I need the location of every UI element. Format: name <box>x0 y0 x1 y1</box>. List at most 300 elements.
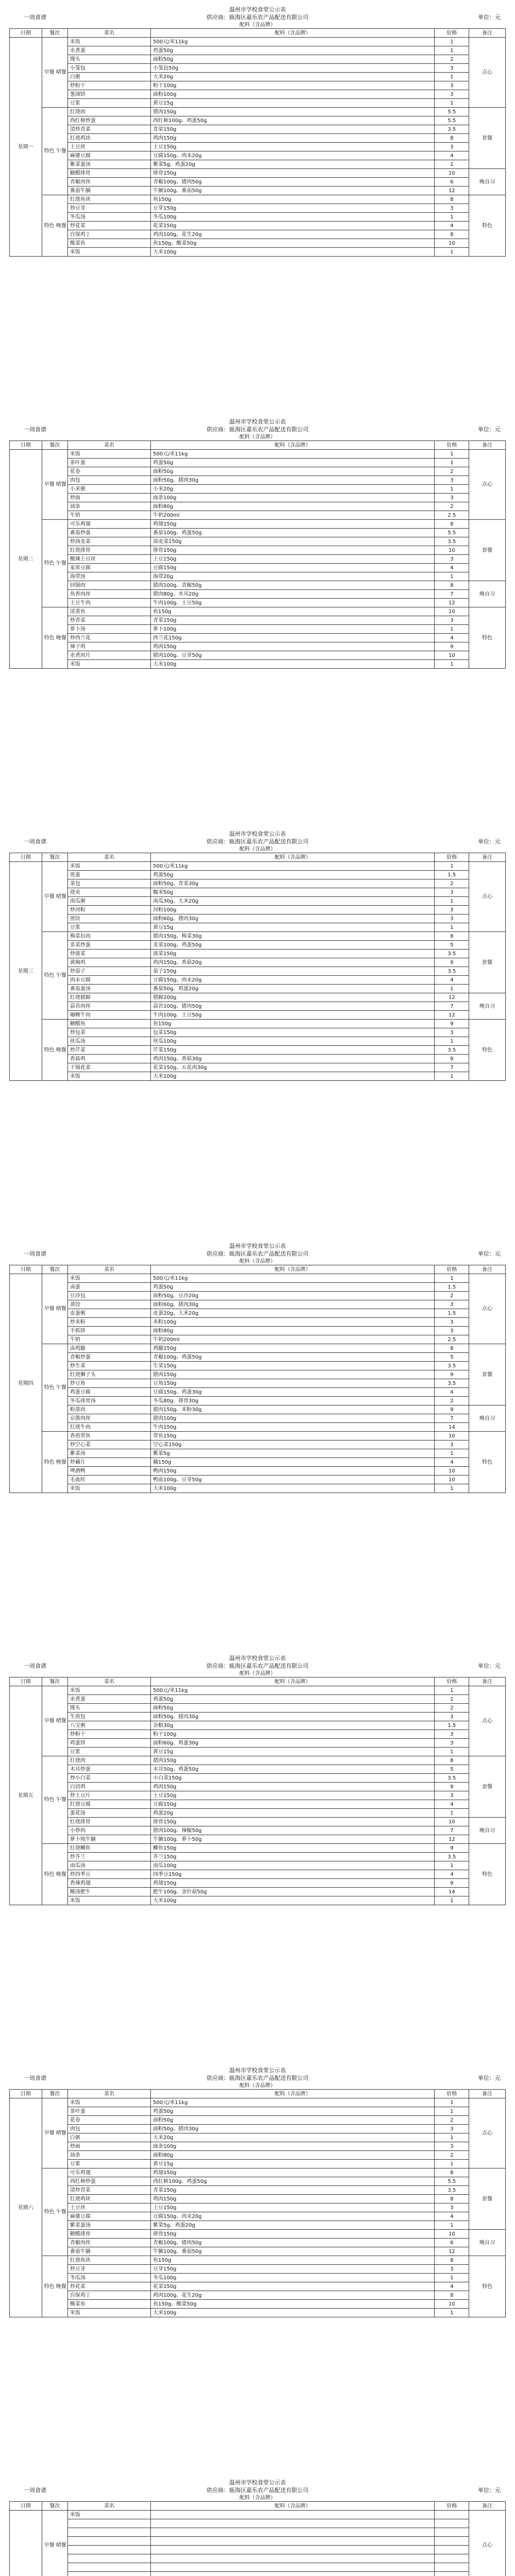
ingredient-cell: 豆角150g <box>151 1379 435 1388</box>
table-row <box>10 1774 506 1783</box>
table-row <box>10 2239 506 2247</box>
table-row <box>10 1440 506 1449</box>
ingredient-cell: 面粉50g、豆沙20g <box>151 1292 435 1300</box>
ingredient-cell: 糯米50g <box>151 888 435 897</box>
ingredient-cell: 面粉80g <box>151 1327 435 1335</box>
price-cell: 4 <box>435 1388 469 1397</box>
table-row <box>10 195 506 204</box>
supplier-line <box>9 838 506 846</box>
dish-cell <box>67 2519 150 2528</box>
dish-cell: 菜包 <box>67 879 150 888</box>
ingredient-cell: 萝卜100g <box>151 625 435 634</box>
dish-cell: 米饭 <box>67 248 150 257</box>
table-row <box>10 1072 506 1081</box>
price-cell: 12 <box>435 599 469 607</box>
dish-cell: 粉蒸肉 <box>67 1405 150 1414</box>
week-label: 一周食谱 <box>24 2075 46 2081</box>
price-cell: 8 <box>435 230 469 239</box>
note-cell: 点心 <box>469 38 506 108</box>
table-row <box>10 1327 506 1335</box>
price-cell: 9 <box>435 1020 469 1028</box>
dish-cell: 红烧豆腐 <box>67 1800 150 1809</box>
dish-cell: 炒豆芽 <box>67 204 150 213</box>
price-cell: 10 <box>435 546 469 555</box>
note-cell: 点心 <box>469 1274 506 1344</box>
ingredient-cell: 青椒100g、鸡蛋50g <box>151 1353 435 1362</box>
section-title: 温州市学校食堂公示表 <box>229 418 286 425</box>
price-cell: 3.5 <box>435 1774 469 1783</box>
column-header: 备注 <box>469 441 506 450</box>
table-row <box>10 1713 506 1721</box>
ingredient-cell: 鸡肉100g、花生20g <box>151 230 435 239</box>
column-header: 配料（含品牌） <box>151 441 435 450</box>
ingredient-cell: 鸡肉150g <box>151 642 435 651</box>
dish-cell: 番茄炒蛋 <box>67 529 150 537</box>
ingredient-cell: 紫菜5g、鸡蛋20g <box>151 160 435 169</box>
price-cell: 1 <box>435 248 469 257</box>
table-row <box>10 55 506 64</box>
price-cell: 1 <box>435 1449 469 1458</box>
price-cell: 9 <box>435 1783 469 1791</box>
dish-cell: 煎饺 <box>67 914 150 923</box>
price-cell: 9 <box>435 1405 469 1414</box>
price-cell: 8 <box>435 2195 469 2204</box>
dish-cell <box>67 2537 150 2546</box>
dish-cell: 牛奶 <box>67 511 150 520</box>
dish-cell: 可乐鸡翅 <box>67 520 150 529</box>
dish-cell: 番茄牛腩 <box>67 2247 150 2256</box>
table-row <box>10 2528 506 2537</box>
ingredient-cell: 蒜苔100g、猪肉50g <box>151 1002 435 1011</box>
ingredient-cell: 豆腐150g <box>151 564 435 572</box>
column-header: 备注 <box>469 29 506 38</box>
price-cell: 8 <box>435 195 469 204</box>
column-header: 菜名 <box>67 2090 150 2098</box>
table-row <box>10 90 506 99</box>
price-cell: 12 <box>435 1011 469 1020</box>
table-row <box>10 1739 506 1748</box>
meal-cell: 早餐 晴餐 <box>42 1274 67 1344</box>
meal-cell: 特色 午餐 <box>42 1344 67 1432</box>
dish-cell: 红烧排骨 <box>67 1818 150 1826</box>
section-title: 温州市学校食堂公示表 <box>229 6 286 13</box>
price-cell: 1 <box>435 99 469 108</box>
price-cell: 8 <box>435 932 469 941</box>
table-row <box>10 187 506 195</box>
column-header: 菜名 <box>67 853 150 862</box>
price-cell: 4 <box>435 634 469 642</box>
menu-section <box>9 418 506 669</box>
note-cell: 特色 <box>469 195 506 257</box>
table-row <box>10 879 506 888</box>
price-cell: 2 <box>435 55 469 64</box>
ingredient-cell: 鱼150g、酸菜50g <box>151 2300 435 2309</box>
price-cell: 1 <box>435 1748 469 1756</box>
ingredient-cell: 花菜150g <box>151 2282 435 2291</box>
dish-cell: 回锅肉 <box>67 581 150 590</box>
dish-cell: 青椒炒蛋 <box>67 1353 150 1362</box>
dish-cell: 炒四季豆 <box>67 1870 150 1879</box>
price-cell: 3.5 <box>435 2186 469 2195</box>
price-cell <box>435 2519 469 2528</box>
header-row <box>10 1265 506 1274</box>
table-row <box>10 1405 506 1414</box>
ingredient-cell: 排骨150g <box>151 1818 435 1826</box>
column-header: 菜名 <box>67 441 150 450</box>
table-row <box>10 459 506 467</box>
ingredient-cell <box>151 2537 435 2546</box>
price-cell: 3 <box>435 64 469 73</box>
table-row <box>10 239 506 248</box>
table-row <box>10 2291 506 2300</box>
note-cell: 晚自习 <box>469 581 506 607</box>
dish-cell: 米饭 <box>67 1274 150 1283</box>
table-row <box>10 2256 506 2265</box>
ingredient-cell: 猪肉150g、米粉30g <box>151 1405 435 1414</box>
table-row <box>10 1020 506 1028</box>
price-cell <box>435 2537 469 2546</box>
table-row <box>10 1300 506 1309</box>
price-cell: 5 <box>435 1353 469 1362</box>
table-row <box>10 2519 506 2528</box>
menu-section <box>9 2067 506 2317</box>
table-row <box>10 1388 506 1397</box>
table-row <box>10 590 506 599</box>
dish-cell: 肉包 <box>67 2125 150 2133</box>
table-row <box>10 1800 506 1809</box>
dish-cell: 鸡蛋饼 <box>67 1739 150 1748</box>
column-header: 日期 <box>10 2502 42 2511</box>
price-cell: 10 <box>435 651 469 660</box>
column-header: 日期 <box>10 1677 42 1686</box>
price-cell: 3 <box>435 2142 469 2151</box>
ingredient-cell: 青菜150g <box>151 616 435 625</box>
column-header: 餐次 <box>42 1677 67 1686</box>
dish-cell: 米饭 <box>67 660 150 669</box>
table-row <box>10 213 506 222</box>
price-cell <box>435 2546 469 2554</box>
ingredient-cell: 青椒100g、猪肉50g <box>151 178 435 187</box>
ingredient-cell: 藕150g <box>151 1458 435 1467</box>
column-header: 日期 <box>10 2090 42 2098</box>
table-row <box>10 1379 506 1388</box>
price-cell: 10 <box>435 607 469 616</box>
dish-cell: 清蒸鱼 <box>67 607 150 616</box>
table-row <box>10 1432 506 1440</box>
week-label: 一周食谱 <box>24 14 46 21</box>
table-row <box>10 1853 506 1861</box>
ingredient-cell: 鱼150g <box>151 195 435 204</box>
price-cell <box>435 2563 469 2572</box>
dish-cell: 酸菜鱼 <box>67 239 150 248</box>
dish-cell: 米饭 <box>67 2098 150 2107</box>
table-row <box>10 169 506 178</box>
table-row <box>10 906 506 914</box>
note-cell: 晚自习 <box>469 1818 506 1844</box>
supplier-name: 供应商：瓯海区嘉乐农产品配送有限公司 <box>207 838 308 845</box>
dish-cell: 茶叶蛋 <box>67 459 150 467</box>
price-cell <box>435 2572 469 2576</box>
price-cell: 1 <box>435 1037 469 1046</box>
dish-cell: 豆浆 <box>67 99 150 108</box>
price-cell: 3 <box>435 1730 469 1739</box>
ingredient-cell: 排骨150g <box>151 2230 435 2239</box>
dish-cell: 红烧鸡块 <box>67 2195 150 2204</box>
price-cell: 3 <box>435 888 469 897</box>
price-cell: 1 <box>435 1274 469 1283</box>
note-cell: 套餐 <box>469 2168 506 2230</box>
column-header: 配料（含品牌） <box>151 2502 435 2511</box>
table-row <box>10 599 506 607</box>
dish-cell: 米饭 <box>67 1072 150 1081</box>
table-row <box>10 1748 506 1756</box>
dish-cell: 生煎包 <box>67 1713 150 1721</box>
ingredients-label: 配料（含品牌） <box>239 846 276 852</box>
ingredient-cell: 豆芽150g <box>151 2265 435 2274</box>
dish-cell: 米饭 <box>67 862 150 871</box>
dish-cell: 紫菜蛋汤 <box>67 2221 150 2230</box>
price-cell: 3 <box>435 1440 469 1449</box>
ingredient-cell: 鸡腿150g <box>151 1344 435 1353</box>
price-cell: 8 <box>435 2168 469 2177</box>
ingredient-cell: 牛奶200ml <box>151 1335 435 1344</box>
unit-label: 单位：元 <box>478 838 501 845</box>
dish-cell: 米饭 <box>67 450 150 459</box>
ingredient-cell: 鸡肉150g <box>151 1783 435 1791</box>
dish-cell: 南瓜汤 <box>67 1861 150 1870</box>
table-row <box>10 537 506 546</box>
price-cell: 3 <box>435 143 469 151</box>
table-row <box>10 2133 506 2142</box>
ingredient-cell: 鸡蛋50g <box>151 2107 435 2116</box>
dish-cell: 红烧牛肉 <box>67 1423 150 1432</box>
price-cell: 6 <box>435 178 469 187</box>
ingredient-cell: 韭菜100g、鸡蛋50g <box>151 941 435 950</box>
dish-cell <box>67 2554 150 2563</box>
table-row <box>10 958 506 967</box>
supplier-line <box>9 2074 506 2082</box>
table-row <box>10 1783 506 1791</box>
dish-cell: 炒米粉 <box>67 1318 150 1327</box>
table-row <box>10 467 506 476</box>
table-row <box>10 511 506 520</box>
dish-cell: 宫保鸡丁 <box>67 2291 150 2300</box>
ingredient-cell: 500元/米11kg <box>151 2098 435 2107</box>
dish-cell: 煎蛋 <box>67 871 150 879</box>
column-header: 备注 <box>469 1677 506 1686</box>
price-cell: 2 <box>435 1292 469 1300</box>
dish-cell: 土豆牛肉 <box>67 599 150 607</box>
table-row <box>10 1888 506 1896</box>
ingredient-cell: 豆芽150g <box>151 204 435 213</box>
dish-cell: 木耳炒蛋 <box>67 1765 150 1774</box>
note-cell: 晚自习 <box>469 1405 506 1432</box>
table-row <box>10 993 506 1002</box>
price-cell: 5 <box>435 941 469 950</box>
ingredient-cell <box>151 2572 435 2576</box>
table-row <box>10 2265 506 2274</box>
ingredient-cell: 黄豆15g <box>151 1748 435 1756</box>
ingredient-cell: 西兰花150g <box>151 634 435 642</box>
ingredient-cell: 排骨150g <box>151 546 435 555</box>
ingredient-cell: 猪肉100g <box>151 1414 435 1423</box>
price-cell: 3 <box>435 616 469 625</box>
dish-cell: 红烧鱼块 <box>67 195 150 204</box>
table-row <box>10 476 506 485</box>
ingredient-cell: 面粉100g <box>151 90 435 99</box>
note-cell: 晚自习 <box>469 169 506 195</box>
dish-cell: 清炒青菜 <box>67 125 150 134</box>
dish-cell <box>67 2563 150 2572</box>
meal-cell: 特色 午餐 <box>42 108 67 195</box>
column-header: 备注 <box>469 1265 506 1274</box>
price-cell: 3 <box>435 1028 469 1037</box>
dish-cell: 红烧排骨 <box>67 546 150 555</box>
ingredient-cell: 土豆150g <box>151 555 435 564</box>
supplier-line <box>9 426 506 434</box>
ingredient-cell: 黄豆15g <box>151 99 435 108</box>
table-row <box>10 1879 506 1888</box>
price-cell: 14 <box>435 1888 469 1896</box>
dish-cell: 毛血旺 <box>67 1476 150 1484</box>
date-cell: 星期二 <box>10 450 42 669</box>
price-cell: 9 <box>435 1055 469 1063</box>
ingredient-cell: 排骨150g <box>151 169 435 178</box>
table-row <box>10 134 506 143</box>
table-row <box>10 1362 506 1370</box>
dish-cell: 油条 <box>67 502 150 511</box>
note-cell: 晚自习 <box>469 2230 506 2256</box>
table-row <box>10 932 506 941</box>
table-row <box>10 125 506 134</box>
dish-cell: 啤酒鸭 <box>67 1467 150 1476</box>
ingredient-cell: 豆腐150g、肉末20g <box>151 976 435 985</box>
price-cell: 12 <box>435 187 469 195</box>
header-row <box>10 29 506 38</box>
ingredient-cell: 丝瓜100g <box>151 1037 435 1046</box>
column-header: 日期 <box>10 1265 42 1274</box>
table-row <box>10 1835 506 1844</box>
dish-cell: 米饭 <box>67 2309 150 2317</box>
header-row <box>10 853 506 862</box>
price-cell: 10 <box>435 1818 469 1826</box>
column-header: 备注 <box>469 2502 506 2511</box>
column-header: 日期 <box>10 853 42 862</box>
table-row <box>10 2098 506 2107</box>
price-cell: 3.5 <box>435 1362 469 1370</box>
menu-table <box>9 2089 506 2317</box>
dish-cell: 炒藕片 <box>67 1458 150 1467</box>
dish-cell: 小笼包 <box>67 64 150 73</box>
column-header: 菜名 <box>67 1677 150 1686</box>
dish-cell: 香煎带鱼 <box>67 1432 150 1440</box>
price-cell: 1 <box>435 2309 469 2317</box>
price-cell: 2 <box>435 467 469 476</box>
price-cell: 8 <box>435 581 469 590</box>
date-cell: 星期六 <box>10 2098 42 2317</box>
ingredient-cell: 鱼150g <box>151 607 435 616</box>
table-row <box>10 2247 506 2256</box>
supplier-name: 供应商：瓯海区嘉乐农产品配送有限公司 <box>207 2487 308 2494</box>
price-cell: 3 <box>435 1300 469 1309</box>
ingredient-cell: 芹菜150g <box>151 1046 435 1055</box>
price-cell: 5.5 <box>435 529 469 537</box>
table-row <box>10 2563 506 2572</box>
dish-cell: 小炒肉 <box>67 1826 150 1835</box>
price-cell: 3.5 <box>435 1046 469 1055</box>
dish-cell: 炒茄子 <box>67 967 150 976</box>
menu-table <box>9 2501 506 2576</box>
price-cell: 9 <box>435 1370 469 1379</box>
price-cell: 2 <box>435 879 469 888</box>
dish-cell: 牛奶 <box>67 1335 150 1344</box>
date-cell: 星期一 <box>10 38 42 257</box>
dish-cell: 可乐鸡翅 <box>67 2168 150 2177</box>
dish-cell <box>67 2546 150 2554</box>
price-cell: 1.5 <box>435 1309 469 1318</box>
ingredient-cell: 鸡蛋50g <box>151 459 435 467</box>
date-cell: 星期四 <box>10 1274 42 1493</box>
dish-cell: 炒豆角 <box>67 1379 150 1388</box>
table-row <box>10 2230 506 2239</box>
table-row <box>10 230 506 239</box>
dish-cell: 丝瓜汤 <box>67 1037 150 1046</box>
table-row <box>10 1484 506 1493</box>
price-cell: 7 <box>435 1414 469 1423</box>
table-row <box>10 1704 506 1713</box>
table-row <box>10 1274 506 1283</box>
price-cell: 1.5 <box>435 1721 469 1730</box>
table-row <box>10 160 506 169</box>
dish-cell: 干锅花菜 <box>67 1063 150 1072</box>
dish-cell: 红烧肉 <box>67 1756 150 1765</box>
meal-cell: 早餐 晴餐 <box>42 2098 67 2168</box>
price-cell: 4 <box>435 1870 469 1879</box>
table-row <box>10 862 506 871</box>
section-title: 温州市学校食堂公示表 <box>229 2479 286 2486</box>
note-cell: 点心 <box>469 2098 506 2168</box>
table-row <box>10 1809 506 1818</box>
price-cell: 1.5 <box>435 1283 469 1292</box>
ingredient-cell: 皮蛋20g、大米20g <box>151 1309 435 1318</box>
table-row <box>10 616 506 625</box>
price-cell: 1 <box>435 459 469 467</box>
table-row <box>10 248 506 257</box>
dish-cell: 香菇鸡 <box>67 1055 150 1063</box>
table-row <box>10 178 506 187</box>
meal-cell: 特色 晚餐 <box>42 2256 67 2317</box>
dish-cell: 水煮肉片 <box>67 651 150 660</box>
ingredient-cell: 冬瓜100g <box>151 2274 435 2282</box>
ingredient-cell: 鸭血100g、豆芽50g <box>151 1476 435 1484</box>
column-header: 配料（含品牌） <box>151 1677 435 1686</box>
ingredient-cell: 面粉60g、猪肉30g <box>151 1300 435 1309</box>
table-row <box>10 2116 506 2125</box>
ingredients-label: 配料（含品牌） <box>239 1259 276 1264</box>
dish-cell: 馒头 <box>67 55 150 64</box>
price-cell: 2 <box>435 2116 469 2125</box>
price-cell: 1 <box>435 160 469 169</box>
week-label: 一周食谱 <box>24 2487 46 2494</box>
column-header: 餐次 <box>42 441 67 450</box>
ingredients-label: 配料（含品牌） <box>239 434 276 440</box>
table-row <box>10 1414 506 1423</box>
price-cell: 3.5 <box>435 125 469 134</box>
price-cell: 8 <box>435 2291 469 2300</box>
dish-cell: 炒包菜 <box>67 1028 150 1037</box>
ingredient-cell: 牛肉100g、土豆50g <box>151 1011 435 1020</box>
ingredient-cell: 鸡肉150g、香菇30g <box>151 1055 435 1063</box>
